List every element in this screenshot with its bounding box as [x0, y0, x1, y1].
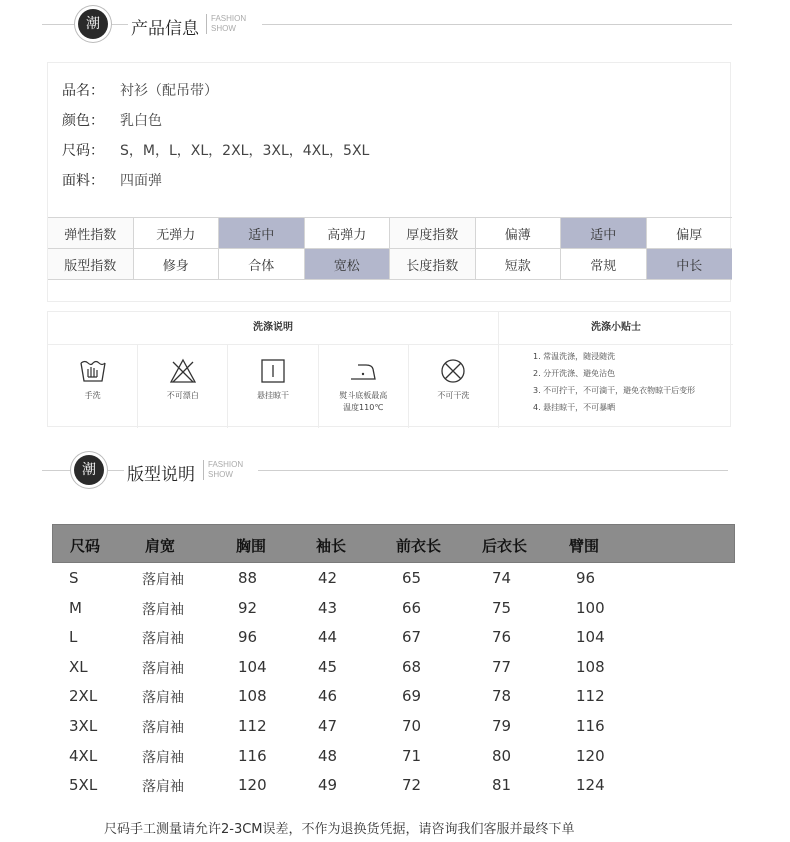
- index-cell: 长度指数: [390, 249, 476, 279]
- index-cell: 偏薄: [476, 218, 562, 248]
- index-cell: 常规: [561, 249, 647, 279]
- table-cell: 3XL: [69, 716, 98, 735]
- col-header: 尺码: [70, 537, 101, 555]
- size-table-body: [52, 563, 735, 800]
- header-line-right: [258, 470, 728, 471]
- measurement-note: 尺码手工测量请允许2-3CM误差，不作为退换货凭据，请咨询我们客服并最终下单: [104, 822, 575, 837]
- table-row: [52, 622, 735, 652]
- table-row: [52, 711, 735, 741]
- wash-item: [228, 345, 318, 428]
- info-value: S，M，L，XL，2XL，3XL，4XL，5XL: [120, 143, 370, 159]
- table-cell: 116: [576, 716, 605, 735]
- table-cell: 44: [318, 628, 338, 647]
- tip-item: 2. 分开洗涤、避免沾色: [533, 369, 616, 378]
- size-info-header: [0, 450, 790, 490]
- product-info-header: [0, 4, 790, 44]
- table-row: [52, 681, 735, 711]
- table-cell: 108: [576, 657, 605, 676]
- wash-caption: 手洗: [84, 391, 101, 400]
- index-grid: [48, 217, 732, 280]
- table-cell: 65: [402, 569, 422, 587]
- table-cell: 120: [238, 776, 267, 795]
- iron-caption-line2: 温度110℃: [343, 403, 384, 412]
- no-bleach-icon: [168, 357, 198, 385]
- tip-item: 3. 不可拧干，不可滴干，避免衣物晾干后变形: [533, 386, 696, 395]
- table-cell: 112: [576, 687, 605, 706]
- table-cell: 77: [492, 657, 512, 676]
- table-cell: 42: [318, 569, 338, 587]
- subtitle-line2: SHOW: [208, 470, 233, 479]
- index-row-fit: [48, 249, 732, 280]
- info-value: 衬衫（配吊带）: [120, 83, 218, 99]
- index-row-stretch: [48, 218, 732, 249]
- subtitle-line1: FASHION: [211, 14, 247, 23]
- table-cell: 108: [238, 687, 267, 706]
- wash-caption: [339, 390, 387, 414]
- table-cell: 落肩袖: [142, 660, 184, 677]
- table-cell: 68: [402, 657, 422, 676]
- tip-item: 4. 悬挂晾干，不可暴晒: [533, 403, 616, 412]
- info-label: 品名：: [62, 83, 104, 99]
- col-header: 袖长: [316, 537, 347, 555]
- index-cell: 厚度指数: [390, 218, 476, 248]
- info-label: 尺码：: [62, 143, 104, 159]
- col-header: 前衣长: [396, 537, 442, 555]
- table-cell: 5XL: [69, 776, 98, 795]
- table-cell: 70: [402, 716, 422, 735]
- wash-caption: 悬挂晾干: [257, 391, 289, 400]
- info-row-color: [48, 105, 162, 135]
- table-cell: 80: [492, 746, 512, 765]
- washing-icons: [48, 344, 498, 428]
- table-cell: 69: [402, 687, 422, 706]
- index-cell: 无弹力: [134, 218, 220, 248]
- wash-item: [48, 345, 138, 428]
- table-cell: 49: [318, 776, 338, 795]
- wash-item: [319, 345, 409, 428]
- info-row-fabric: [48, 165, 162, 195]
- table-cell: 92: [238, 598, 258, 617]
- hand-wash-icon: [78, 357, 108, 385]
- product-info-box: [47, 62, 731, 302]
- index-cell-selected: 宽松: [305, 249, 391, 279]
- wash-item: [409, 345, 498, 428]
- table-cell: 46: [318, 687, 338, 706]
- size-table-header: [52, 524, 735, 563]
- table-cell: 120: [576, 746, 605, 765]
- index-cell: 修身: [134, 249, 220, 279]
- size-table: [52, 524, 735, 800]
- wash-caption: 不可干洗: [437, 391, 470, 400]
- col-header: 肩宽: [145, 537, 176, 555]
- washing-tips: [498, 312, 732, 428]
- info-value: 乳白色: [120, 113, 162, 129]
- index-cell: 高弹力: [305, 218, 391, 248]
- header-line-mid: [112, 24, 128, 25]
- table-cell: 72: [402, 776, 422, 795]
- table-cell: 48: [318, 746, 338, 765]
- table-cell: 116: [238, 746, 267, 765]
- section-subtitle: [206, 14, 246, 34]
- table-cell: 落肩袖: [142, 749, 184, 766]
- table-row: [52, 563, 735, 593]
- table-cell: 81: [492, 776, 512, 795]
- table-cell: 43: [318, 598, 338, 617]
- table-cell: 45: [318, 657, 338, 676]
- info-value: 四面弹: [120, 173, 162, 189]
- table-cell: 2XL: [69, 687, 98, 706]
- info-row-name: [48, 75, 218, 105]
- washing-section: [47, 311, 731, 427]
- table-cell: 100: [576, 598, 605, 617]
- table-cell: 4XL: [69, 746, 98, 765]
- table-cell: M: [69, 598, 82, 617]
- section-subtitle: [203, 460, 243, 480]
- table-row: [52, 770, 735, 800]
- washing-title: 洗涤说明: [253, 322, 293, 333]
- table-cell: 66: [402, 598, 422, 617]
- table-row: [52, 593, 735, 623]
- info-label: 颜色：: [62, 113, 104, 129]
- table-cell: 47: [318, 716, 338, 735]
- table-cell: S: [69, 569, 79, 587]
- hang-dry-icon: [258, 357, 288, 385]
- washing-instructions: [48, 312, 498, 428]
- table-cell: 124: [576, 776, 605, 795]
- index-cell-selected: 中长: [647, 249, 733, 279]
- table-cell: 71: [402, 746, 422, 765]
- tip-item: 1. 常温洗涤，随浸随洗: [533, 352, 616, 361]
- section-title: 版型说明: [127, 465, 195, 485]
- table-cell: 79: [492, 716, 512, 735]
- tips-list: [533, 348, 695, 416]
- index-cell: 版型指数: [48, 249, 134, 279]
- header-line-left: [42, 470, 72, 471]
- subtitle-line1: FASHION: [208, 460, 244, 469]
- col-header: 后衣长: [482, 537, 528, 555]
- table-cell: 78: [492, 687, 512, 706]
- info-label: 面料：: [62, 173, 104, 189]
- table-cell: 67: [402, 628, 422, 647]
- table-cell: 74: [492, 569, 512, 587]
- chao-badge-icon: 潮: [74, 455, 104, 485]
- chao-badge-icon: 潮: [78, 9, 108, 39]
- subtitle-line2: SHOW: [211, 24, 236, 33]
- iron-caption-line1: 熨斗底板最高: [339, 391, 388, 400]
- table-cell: 88: [238, 569, 258, 587]
- table-cell: 96: [238, 628, 258, 647]
- section-title: 产品信息: [131, 19, 199, 39]
- tips-title: 洗涤小贴士: [591, 322, 641, 333]
- table-cell: 落肩袖: [142, 719, 184, 736]
- no-dry-clean-icon: [438, 357, 468, 385]
- table-row: [52, 741, 735, 771]
- table-cell: 112: [238, 716, 267, 735]
- table-cell: 落肩袖: [142, 572, 184, 588]
- table-cell: 落肩袖: [142, 601, 184, 618]
- iron-icon: [348, 357, 378, 385]
- table-cell: 落肩袖: [142, 779, 184, 796]
- info-row-size: [48, 135, 369, 165]
- table-cell: XL: [69, 657, 88, 676]
- wash-caption: 不可漂白: [166, 391, 199, 400]
- index-cell-selected: 适中: [561, 218, 647, 248]
- header-line-mid: [108, 470, 124, 471]
- header-line-left: [42, 24, 76, 25]
- table-cell: 落肩袖: [142, 690, 184, 707]
- table-cell: 104: [576, 628, 605, 647]
- table-cell: 落肩袖: [142, 631, 184, 648]
- index-cell: 偏厚: [676, 227, 703, 243]
- index-cell: 短款: [476, 249, 562, 279]
- table-row: [52, 652, 735, 682]
- col-header: 臂围: [569, 537, 600, 555]
- table-cell: 96: [576, 569, 596, 587]
- index-cell: 合体: [219, 249, 305, 279]
- wash-item: [138, 345, 228, 428]
- table-cell: 75: [492, 598, 512, 617]
- col-header: 胸围: [236, 537, 267, 555]
- header-line-right: [262, 24, 732, 25]
- index-cell: 弹性指数: [48, 218, 134, 248]
- index-cell-selected: 适中: [219, 218, 305, 248]
- table-cell: 76: [492, 628, 512, 647]
- table-cell: L: [69, 628, 78, 647]
- table-cell: 104: [238, 657, 267, 676]
